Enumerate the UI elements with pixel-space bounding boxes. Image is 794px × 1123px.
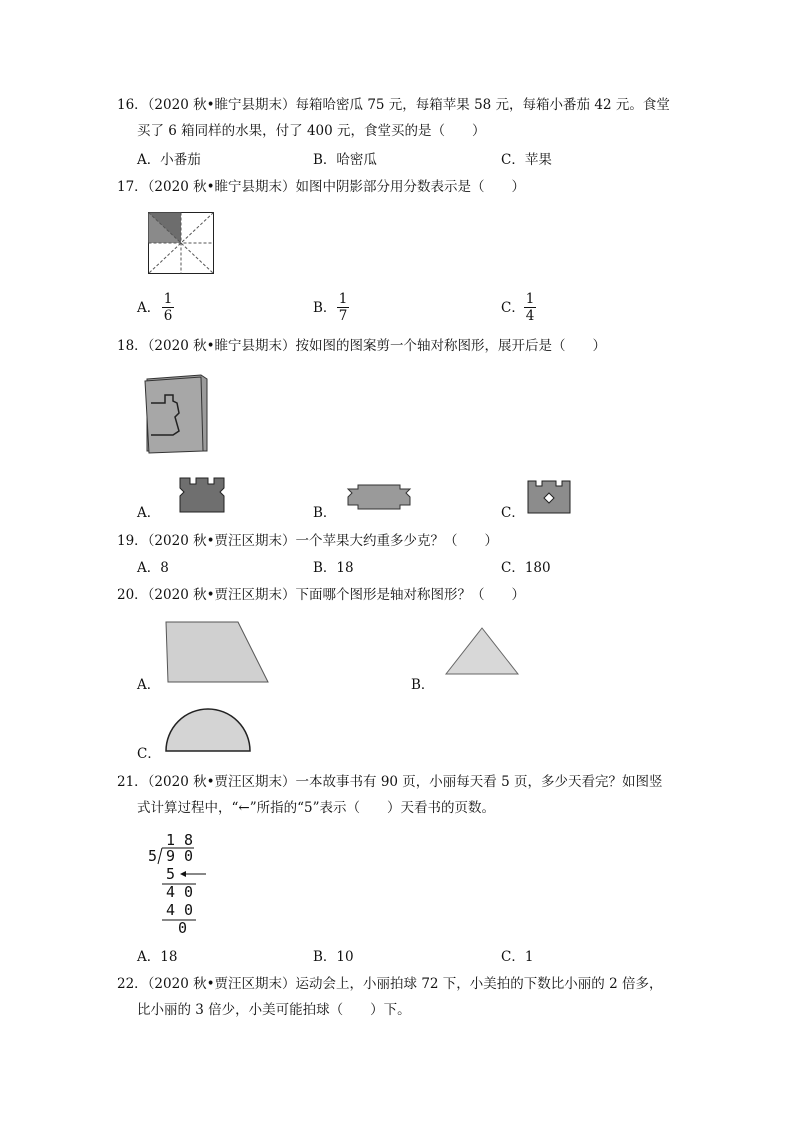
q21-step-five: 5 (166, 865, 176, 883)
q21-stem-line1: 21．（2020 秋•贾汪区期末）一本故事书有 90 页，小丽每天看 5 页，多少天看完？如图竖 (117, 774, 663, 790)
q17-option-b-denominator: 7 (338, 308, 348, 324)
q21-divisor: 5 (148, 847, 158, 865)
q17-option-c-label[interactable]: C． (501, 300, 525, 316)
q21-dividend: 9 0 (166, 847, 194, 865)
q16-option-a[interactable]: A．小番茄 (137, 152, 201, 168)
q21-pointer-arrow-icon (178, 866, 208, 882)
q17-option-a-fraction[interactable] (161, 291, 175, 324)
q16-stem-line1: 16．（2020 秋•睢宁县期末）每箱哈密瓜 75 元，每箱苹果 58 元，每箱小番茄 42 元。食堂 (117, 97, 670, 113)
q21-option-c[interactable]: C．1 (501, 949, 534, 965)
q16-stem-line2: 买了 6 箱同样的水果，付了 400 元，食堂买的是（ ） (137, 123, 486, 139)
q21-step-forty-a: 4 0 (166, 883, 194, 901)
q18-option-b-label[interactable]: B． (313, 505, 337, 521)
q17-option-a-denominator: 6 (163, 308, 173, 324)
q18-option-a-shape[interactable] (176, 478, 228, 512)
q21-division-bracket (156, 847, 196, 867)
q20-option-b-label[interactable]: B． (411, 677, 435, 693)
q22-stem-line2: 比小丽的 3 倍少，小美可能拍球（ ）下。 (137, 1002, 411, 1018)
q21-remainder: 0 (178, 919, 188, 937)
q17-option-b-numerator: 1 (338, 291, 348, 307)
q20-option-c-semicircle[interactable] (164, 706, 252, 752)
q18-option-b-shape[interactable] (344, 485, 414, 509)
q22-stem-line1: 22．（2020 秋•贾汪区期末）运动会上，小丽拍球 72 下，小美拍的下数比小丽的 2 倍多， (117, 976, 663, 992)
q20-option-a-trapezoid[interactable] (164, 620, 270, 684)
q19-option-c[interactable]: C．180 (501, 560, 551, 576)
q20-option-a-label[interactable]: A． (137, 677, 161, 693)
q18-option-c-label[interactable]: C． (501, 505, 525, 521)
q17-option-a-numerator: 1 (163, 291, 173, 307)
q20-stem: 20．（2020 秋•贾汪区期末）下面哪个图形是轴对称图形？（ ） (117, 587, 526, 603)
q17-option-a-label[interactable]: A． (137, 300, 161, 316)
q21-stem-line2: 式计算过程中，“←”所指的“5”表示（ ）天看书的页数。 (137, 800, 496, 816)
q21-option-a[interactable]: A．18 (137, 949, 178, 965)
q17-stem: 17．（2020 秋•睢宁县期末）如图中阴影部分用分数表示是（ ） (117, 179, 526, 195)
q19-option-a[interactable]: A．8 (137, 560, 169, 576)
q17-option-c-numerator: 1 (525, 291, 535, 307)
q20-option-b-triangle[interactable] (444, 626, 520, 676)
q20-option-c-label[interactable]: C． (137, 746, 161, 762)
q18-stem: 18．（2020 秋•睢宁县期末）按如图的图案剪一个轴对称图形，展开后是（ ） (117, 338, 607, 354)
q17-option-c-denominator: 4 (525, 308, 535, 324)
q16-option-c[interactable]: C．苹果 (501, 152, 552, 168)
q17-option-c-fraction[interactable] (523, 291, 537, 324)
q17-option-b-label[interactable]: B． (313, 300, 337, 316)
q18-folded-paper-figure (143, 373, 213, 453)
q17-option-b-fraction[interactable] (336, 291, 350, 324)
q17-shaded-square-figure (148, 212, 214, 274)
q21-option-b[interactable]: B．10 (313, 949, 354, 965)
q21-quotient: 1 8 (166, 831, 194, 849)
q19-option-b[interactable]: B．18 (313, 560, 354, 576)
q18-option-a-label[interactable]: A． (137, 505, 161, 521)
q19-stem: 19．（2020 秋•贾汪区期末）一个苹果大约重多少克？（ ） (117, 533, 499, 549)
q18-option-c-shape[interactable] (528, 481, 570, 513)
q21-step-forty-b: 4 0 (166, 901, 194, 919)
q16-option-b[interactable]: B．哈密瓜 (313, 152, 377, 168)
